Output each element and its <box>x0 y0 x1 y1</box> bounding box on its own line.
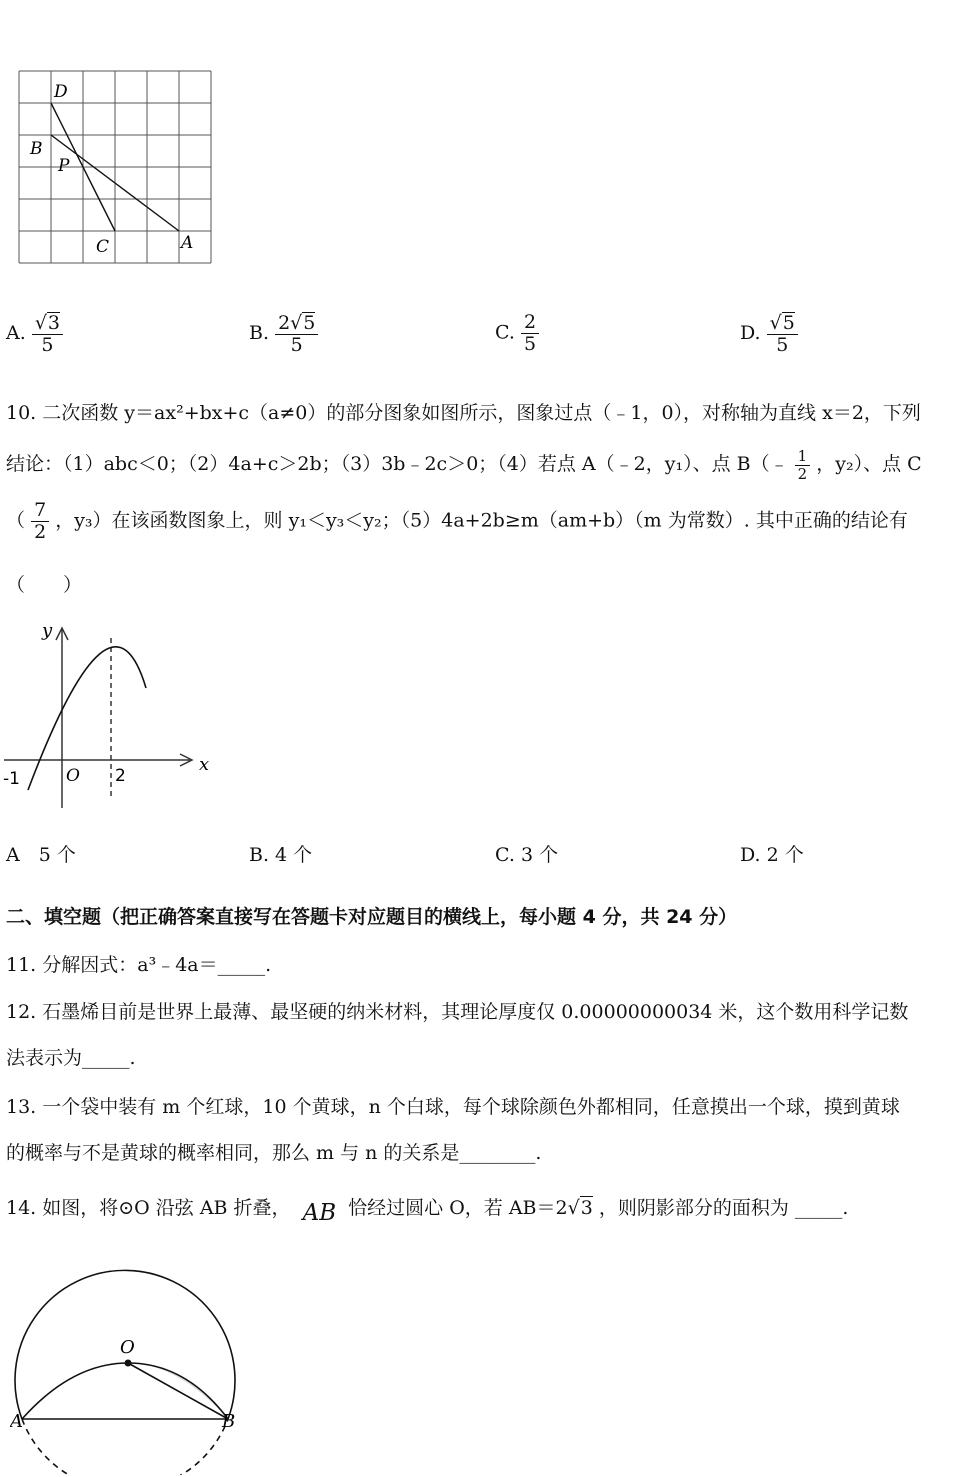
center-o-dot <box>125 1360 132 1367</box>
tick-label-2: 2 <box>115 766 126 786</box>
q10-line-4: （ ） <box>6 574 83 596</box>
q10-line-1: 10. 二次函数 y＝ax²+bx+c（a≠0）的部分图象如图所示，图象过点（﹣1，0），对称轴为直线 x＝2，下列 <box>6 402 921 424</box>
q10-option-b[interactable]: B. 4 个 <box>249 844 313 866</box>
q11-text: 11. 分解因式：a³﹣4a＝_____. <box>6 954 272 976</box>
label-p: P <box>58 156 70 176</box>
q12-line-2: 法表示为_____. <box>6 1047 136 1069</box>
axis-label-y: y <box>42 620 53 641</box>
circle-lower-arc-dashed <box>22 1419 228 1475</box>
q10-option-a[interactable]: A 5 个 <box>6 844 76 866</box>
q14-text: 14. 如图，将⊙O 沿弦 AB 折叠， AB 恰经过圆心 O，若 AB＝2√3 ，则阴影部分的面积为 _____. <box>6 1197 849 1226</box>
q9-option-a[interactable]: A. $\frac{√3}{5}$ <box>6 312 63 356</box>
q10-line-2: 结论：（1）abc＜0；（2）4a+c＞2b；（3）3b﹣2c＞0；（4）若点 A（﹣2，y₁）、点 B（﹣ $\frac{1}{2}$ ，y₂）、点 C <box>6 447 922 483</box>
tick-label-neg1: -1 <box>3 769 20 789</box>
folded-arc <box>22 1363 228 1419</box>
q13-line-2: 的概率与不是黄球的概率相同，那么 m 与 n 的关系是________. <box>6 1142 542 1164</box>
arc-ab-label: AB <box>302 1200 337 1226</box>
q13-line-1: 13. 一个袋中装有 m 个红球，10 个黄球，n 个白球，每个球除颜色外都相同，任意摸出一个球，摸到黄球 <box>6 1096 900 1118</box>
q10-parabola-graph <box>0 618 222 814</box>
section-2-heading: 二、填空题（把正确答案直接写在答题卡对应题目的横线上，每小题 4 分，共 24 分） <box>6 906 738 928</box>
label-a: A <box>10 1411 23 1432</box>
label-d: D <box>54 82 68 102</box>
q9-option-d[interactable]: D. $\frac{√5}{5}$ <box>740 312 798 356</box>
axis-label-x: x <box>199 754 210 775</box>
q14-circle-figure <box>10 1255 260 1475</box>
label-b: B <box>30 139 43 159</box>
label-a: A <box>181 233 194 253</box>
q9-option-c[interactable]: C. $\frac{2}{5}$ <box>495 312 539 355</box>
parabola-curve <box>28 647 146 790</box>
q12-line-1: 12. 石墨烯目前是世界上最薄、最坚硬的纳米材料，其理论厚度仅 0.00000000034 米，这个数用科学记数 <box>6 1001 909 1023</box>
q9-grid-figure <box>14 66 220 270</box>
origin-label: O <box>66 766 80 786</box>
label-o: O <box>120 1337 135 1358</box>
segment-ob <box>128 1363 228 1419</box>
q10-option-d[interactable]: D. 2 个 <box>740 844 804 866</box>
label-c: C <box>96 237 110 257</box>
q10-option-c[interactable]: C. 3 个 <box>495 844 559 866</box>
q9-option-b[interactable]: B. $\frac{2√5}{5}$ <box>249 312 318 356</box>
q10-line-3: （ $\frac{7}{2}$ ，y₃）在该函数图象上，则 y₁＜y₃＜y₂；（5）4a+2b≥m（am+b）（m 为常数）. 其中正确的结论有 <box>6 499 908 543</box>
label-b: B <box>222 1411 236 1432</box>
